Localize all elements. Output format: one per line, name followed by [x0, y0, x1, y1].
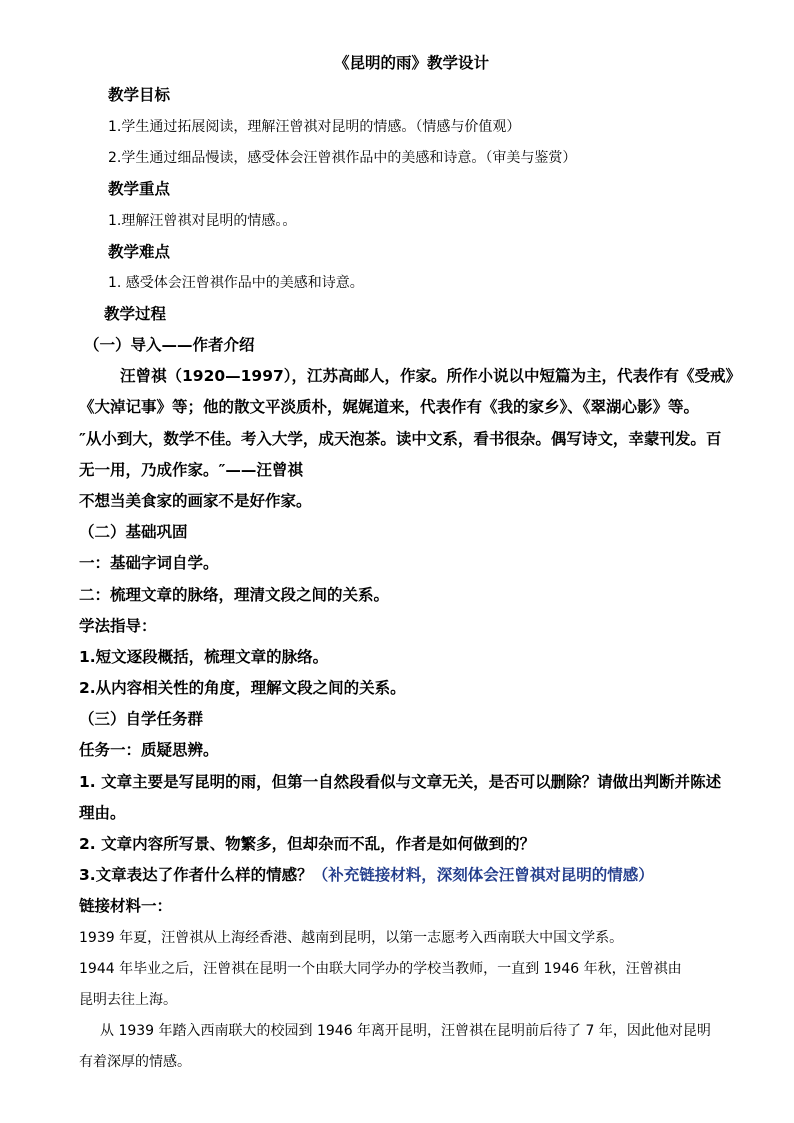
list-item: 1.短文逐段概括，梳理文章的脉络。 [79, 648, 329, 666]
method-heading: 学法指导： [79, 617, 157, 635]
focus-heading: 教学重点 [108, 180, 171, 198]
document-title: 《昆明的雨》教学设计 [334, 54, 490, 72]
material-heading: 链接材料一： [79, 897, 173, 915]
question-line [79, 868, 654, 884]
process-heading: 教学过程 [104, 305, 167, 323]
list-item: 二：梳理文章的脉络，理清文段之间的关系。 [79, 586, 390, 604]
paragraph-line: 汪曾祺（1920—1997），江苏高邮人，作家。所作小说以中短篇为主，代表作有《受戒》 [120, 367, 742, 385]
difficulty-heading: 教学难点 [108, 243, 171, 261]
focus-item: 1.理解汪曾祺对昆明的情感。。 [108, 213, 297, 229]
question-note: （补充链接材料，深刻体会汪曾祺对昆明的情感） [312, 866, 654, 884]
quote-line: ″从小到大，数学不佳。考入大学，成天泡茶。读中文系，看书很杂。偶写诗文，幸蒙刊发。百 [79, 430, 722, 448]
quote-line: 无一用，乃成作家。″——汪曾祺 [79, 461, 303, 479]
list-item: 一：基础字词自学。 [79, 554, 219, 572]
goals-heading: 教学目标 [108, 86, 171, 104]
question-line: 1. 文章主要是写昆明的雨，但第一自然段看似与文章无关，是否可以删除？请做出判断并陈述 [79, 773, 722, 791]
material-line: 1944 年毕业之后，汪曾祺在昆明一个由联大同学办的学校当教师，一直到 1946 年秋，汪曾祺由 [79, 961, 682, 977]
difficulty-item: 1. 感受体会汪曾祺作品中的美感和诗意。 [108, 275, 364, 291]
paragraph-line: 《大淖记事》等；他的散文平淡质朴，娓娓道来，代表作有《我的家乡》、《翠湖心影》等。 [79, 398, 700, 416]
question-text: 3.文章表达了作者什么样的情感？ [79, 866, 313, 884]
material-line: 1939 年夏，汪曾祺从上海经香港、越南到昆明，以第一志愿考入西南联大中国文学系。 [79, 930, 624, 946]
goal-item: 2.学生通过细品慢读，感受体会汪曾祺作品中的美感和诗意。（审美与鉴赏） [108, 150, 577, 166]
material-line: 有着深厚的情感。 [79, 1054, 191, 1070]
list-item: 2.从内容相关性的角度，理解文段之间的关系。 [79, 679, 406, 697]
section-heading: （一）导入——作者介绍 [84, 336, 255, 354]
material-line: 昆明去往上海。 [79, 992, 177, 1008]
section-heading: （三）自学任务群 [79, 710, 204, 728]
question-line: 2. 文章内容所写景、物繁多，但却杂而不乱，作者是如何做到的？ [79, 835, 536, 853]
section-heading: （二）基础巩固 [79, 523, 188, 541]
material-line: 从 1939 年踏入西南联大的校园到 1946 年离开昆明，汪曾祺在昆明前后待了 7 年，因此他对昆明 [100, 1023, 711, 1039]
goal-item: 1.学生通过拓展阅读，理解汪曾祺对昆明的情感。（情感与价值观） [108, 119, 521, 135]
task-heading: 任务一：质疑思辨。 [79, 741, 219, 759]
question-line: 理由。 [79, 804, 126, 822]
paragraph-line: 不想当美食家的画家不是好作家。 [79, 492, 312, 510]
